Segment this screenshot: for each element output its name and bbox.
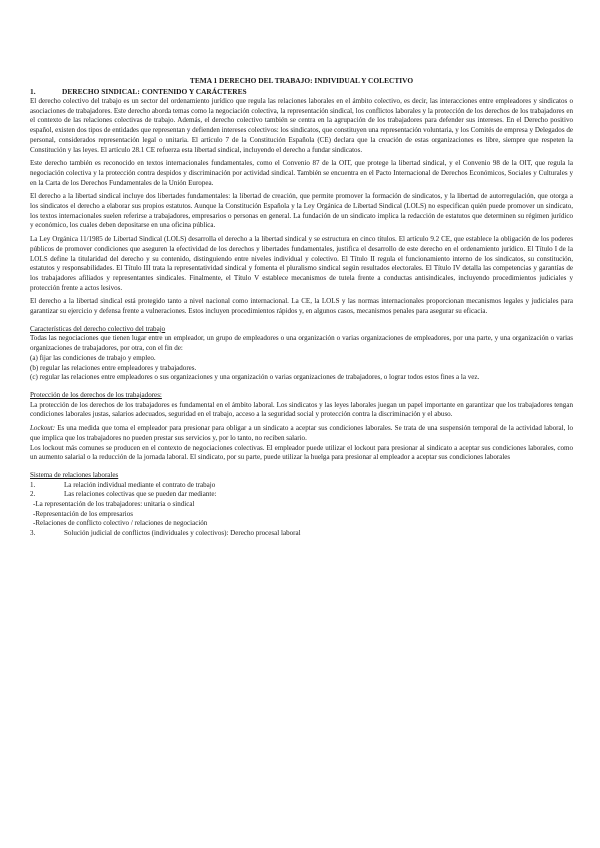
lockout-text: Es una medida que toma el empleador para presionar para obligar a un sindicato a aceptar sus condiciones laborales. Se trata de una suspensión temporal de la actividad laboral, lo que implica que los trabajadores no pueden prestar sus servicios y, por lo tanto, no reciben salario. <box>30 424 573 442</box>
caracteristicas-item-b: (b) regular las relaciones entre empleadores y trabajadores. <box>30 363 197 372</box>
sistema-item-3 <box>30 529 573 539</box>
page-title: TEMA 1 DERECHO DEL TRABAJO: INDIVIDUAL Y COLECTIVO <box>189 76 414 85</box>
section-title: DERECHO SINDICAL: CONTENIDO Y CARÁCTERES <box>62 87 247 96</box>
caracteristicas-item-c: (c) regular las relaciones entre empleadores o sus organizaciones y una organización o varias organizaciones de trabajadores, o lograr todos estos fines a la vez. <box>30 373 480 382</box>
subheading-caracteristicas: Características del derecho colectivo del trabajo <box>30 324 166 333</box>
caracteristicas-item-a: (a) fijar las condiciones de trabajo y empleo. <box>30 353 156 362</box>
paragraph-intro: El derecho colectivo del trabajo es un sector del ordenamiento jurídico que regula las relaciones laborales en el ámbito colectivo, es decir, las interacciones entre empleadores y sindicatos o asociaciones de trabajadores. Este derecho aborda temas como la negociación colectiva, la representación sindical, los conflictos laborales y la protección de los derechos de los trabajadores en el contexto de las relaciones colectivas de trabajo. Además, el derecho colectivo también se centra en la agrupación de los trabajadores para defender sus intereses. En el Derecho positivo español, existen dos tipos de entidades que representan y defienden intereses colectivos: los sindicatos, que constituyen una representación voluntaria, y los Comités de empresa y Delegados de personal, considerados representación legal o unitaria. El artículo 7 de la Constitución Española (CE) declara que la creación de estas organizaciones es libre, siempre que respeten la Constitución y las leyes. El artículo 28.1 CE refuerza esta libertad sindical, incluyendo el derecho a fundar sindicatos. <box>30 97 573 154</box>
sistema-subitem-3: -Relaciones de conflicto colectivo / relaciones de negociación <box>33 519 208 528</box>
paragraph-protection: El derecho a la libertad sindical está protegido tanto a nivel nacional como internacional. La CE, la LOLS y las normas internacionales proporcionan mecanismos legales y judiciales para garantizar su ejercicio y defensa frente a vulneraciones. Estos incluyen procedimientos rápidos y, en algunos casos, mecanismos penales para asegurar su eficacia. <box>30 297 573 316</box>
subheading-proteccion: Protección de los derechos de los trabajadores: <box>30 390 162 399</box>
sistema-item-1 <box>30 481 573 491</box>
paragraph-international: Este derecho también es reconocido en textos internacionales fundamentales, como el Convenio 87 de la OIT, que protege la libertad sindical, y el Convenio 98 de la OIT, que regula la negociación colectiva y la protección contra despidos y discriminación por actividad sindical. También se encuentra en el Pacto Internacional de Derechos Económicos, Sociales y Culturales y en la Carta de los Derechos Fundamentales de la Unión Europea. <box>30 159 573 187</box>
item-number: 3. <box>30 529 36 538</box>
sistema-subitem-1: -La representación de los trabajadores: unitaria o sindical <box>33 500 195 509</box>
item-text: La relación individual mediante el contrato de trabajo <box>64 480 216 489</box>
sistema-subitem-2: -Representación de los empresarios <box>33 509 133 518</box>
caracteristicas-intro: Todas las negociaciones que tienen lugar entre un empleador, un grupo de empleadores o una organización o varias organizaciones de empleadores, por una parte, y una organización o varias organizaciones de trabajadores, por otra, con el fin de: <box>30 334 573 353</box>
paragraph-freedoms: El derecho a la libertad sindical incluye dos libertades fundamentales: la libertad de creación, que permite promover la formación de sindicatos, y la libertad de autorregulación, que otorga a los sindicatos el derecho a elaborar sus propios estatutos. Aunque la Constitución Española y la Ley Orgánica de Libertad Sindical (LOLS) no especifican quién puede promover un sindicato, los textos internacionales suelen referirse a trabajadores, empresarios o personas en general. La fundación de un sindicato implica la redacción de estatutos que determinen su régimen jurídico y económico, los cuales deben depositarse en una oficina pública. <box>30 192 573 230</box>
paragraph-lols: La Ley Orgánica 11/1985 de Libertad Sindical (LOLS) desarrolla el derecho a la libertad sindical y se estructura en cinco títulos. El artículo 9.2 CE, que establece la obligación de los poderes públicos de promover condiciones que aseguren la efectividad de los derechos y libertades fundamentales, justifica el desarrollo de este derecho en el ordenamiento jurídico. El Título I de la LOLS define la titularidad del derecho y su contenido, distinguiendo entre niveles individual y colectivo. El Título II regula el funcionamiento interno de los sindicatos, su constitución, estatutos y responsabilidades. El Título III trata la representatividad sindical y fomenta el pluralismo sindical según resultados electorales. El Título IV detalla las competencias y garantías de los trabajadores afiliados y representantes sindicales. Finalmente, el Título V establece mecanismos de tutela frente a conductas antisindicales, incluyendo procedimientos judiciales y protección frente a actos lesivos. <box>30 235 573 292</box>
section-number: 1. <box>30 87 36 96</box>
lockout-text-2: Los lockout más comunes se producen en el contexto de negociaciones colectivas. El empleador puede utilizar el lockout para presionar al sindicato a aceptar sus condiciones laborales, como un aumento salarial o la reducción de la jornada laboral. El sindicato, por su parte, puede utilizar la huelga para presionar al empleador a aceptar sus condiciones laborales <box>30 443 573 462</box>
lockout-paragraph <box>30 424 573 443</box>
proteccion-text: La protección de los derechos de los trabajadores es fundamental en el ámbito laboral. Los sindicatos y las leyes laborales juegan un papel importante en garantizar que los trabajadores tengan condiciones laborales justas, salarios adecuados, seguridad en el trabajo, acceso a la seguridad social y protección contra la discriminación y el abuso. <box>30 400 573 419</box>
lockout-term: Lockout: <box>30 424 56 433</box>
item-text: Solución judicial de conflictos (individuales y colectivos): Derecho procesal laboral <box>64 529 301 538</box>
item-number: 1. <box>30 480 36 489</box>
section-heading <box>30 87 573 97</box>
sistema-item-2 <box>30 490 573 500</box>
item-text: Las relaciones colectivas que se pueden dar mediante: <box>64 490 217 499</box>
subheading-sistema: Sistema de relaciones laborales <box>30 470 119 479</box>
item-number: 2. <box>30 490 36 499</box>
